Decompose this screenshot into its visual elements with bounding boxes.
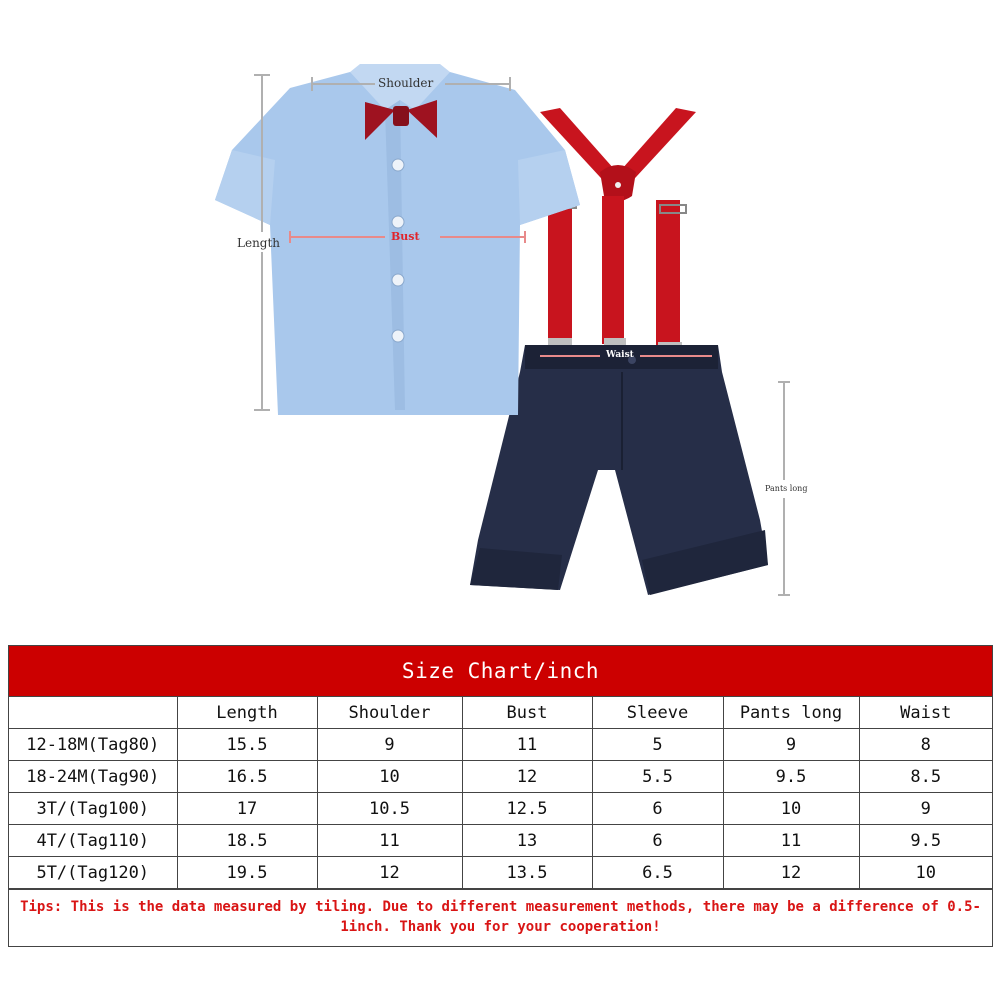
pants-long-cell: 9 (723, 729, 859, 761)
shoulder-cell: 10.5 (317, 793, 462, 825)
length-cell: 17 (177, 793, 317, 825)
size-table (9, 697, 992, 889)
size-chart (8, 645, 993, 947)
pants-long-cell: 11 (723, 825, 859, 857)
waist-cell: 10 (859, 857, 992, 889)
header-bust: Bust (462, 697, 592, 729)
bust-label: Bust (391, 230, 420, 243)
header-waist: Waist (859, 697, 992, 729)
pants-long-label: Pants long (765, 484, 808, 493)
sleeve-cell: 5 (592, 729, 723, 761)
shoulder-cell: 10 (317, 761, 462, 793)
shoulder-label: Shoulder (378, 76, 434, 90)
header-pants-long: Pants long (723, 697, 859, 729)
size-cell: 4T/(Tag110) (9, 825, 177, 857)
header-length: Length (177, 697, 317, 729)
table-row (9, 729, 992, 761)
sleeve-cell: 6 (592, 793, 723, 825)
bust-cell: 13.5 (462, 857, 592, 889)
waist-cell: 9 (859, 793, 992, 825)
bust-cell: 12.5 (462, 793, 592, 825)
header-sleeve: Sleeve (592, 697, 723, 729)
header-size (9, 697, 177, 729)
waist-cell: 9.5 (859, 825, 992, 857)
suspenders (540, 108, 696, 356)
waist-cell: 8 (859, 729, 992, 761)
pants-long-cell: 9.5 (723, 761, 859, 793)
size-chart-title: Size Chart/inch (9, 646, 992, 697)
table-header-row (9, 697, 992, 729)
sleeve-cell: 6 (592, 825, 723, 857)
length-label: Length (237, 236, 281, 250)
size-cell: 12-18M(Tag80) (9, 729, 177, 761)
length-cell: 19.5 (177, 857, 317, 889)
tips-note: Tips: This is the data measured by tiling. Due to different measurement methods, there may be a difference of 0.5-1inch. Thank you for your cooperation! (9, 889, 992, 946)
length-cell: 18.5 (177, 825, 317, 857)
size-cell: 18-24M(Tag90) (9, 761, 177, 793)
shoulder-cell: 12 (317, 857, 462, 889)
header-shoulder: Shoulder (317, 697, 462, 729)
shoulder-cell: 9 (317, 729, 462, 761)
sleeve-cell: 6.5 (592, 857, 723, 889)
length-cell: 15.5 (177, 729, 317, 761)
length-cell: 16.5 (177, 761, 317, 793)
sleeve-cell: 5.5 (592, 761, 723, 793)
size-cell: 3T/(Tag100) (9, 793, 177, 825)
pants-long-cell: 12 (723, 857, 859, 889)
waist-label: Waist (606, 350, 634, 360)
size-cell: 5T/(Tag120) (9, 857, 177, 889)
pants-long-cell: 10 (723, 793, 859, 825)
bust-cell: 12 (462, 761, 592, 793)
bust-cell: 13 (462, 825, 592, 857)
table-row (9, 857, 992, 889)
table-row (9, 793, 992, 825)
waist-cell: 8.5 (859, 761, 992, 793)
shoulder-cell: 11 (317, 825, 462, 857)
table-row (9, 825, 992, 857)
bust-cell: 11 (462, 729, 592, 761)
table-row (9, 761, 992, 793)
